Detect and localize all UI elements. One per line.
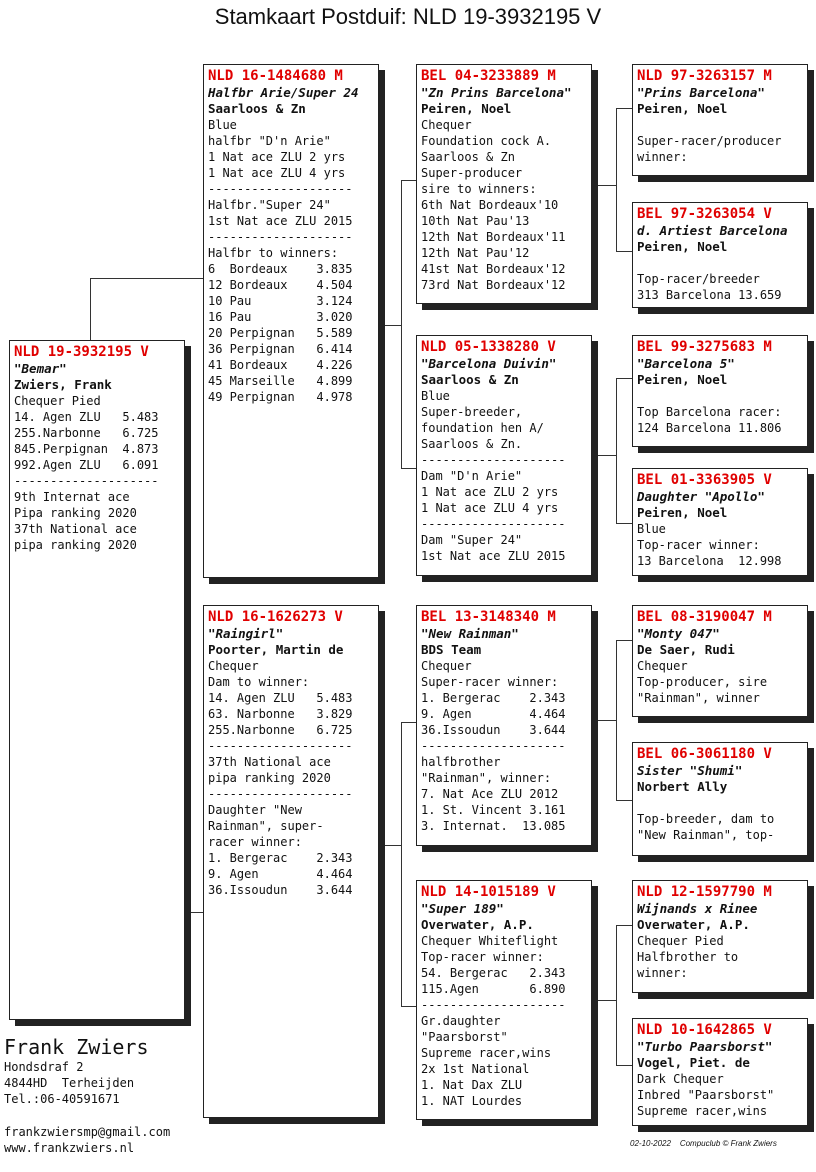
detail-line: 14. Agen ZLU 5.483: [14, 410, 159, 424]
pigeon-card-dam: [203, 605, 379, 1118]
detail-line: Halfbrother to: [637, 950, 739, 964]
detail-line: 1st Nat ace ZLU 2015: [421, 549, 566, 563]
detail-line: 63. Narbonne 3.829: [208, 707, 353, 721]
connector-line: [598, 455, 616, 456]
ring-number: NLD 16-1626273 V: [208, 609, 343, 625]
pigeon-name: "Zn Prins Barcelona": [421, 85, 572, 100]
detail-line: 10 Pau 3.124: [208, 294, 353, 308]
detail-line: winner:: [637, 966, 688, 980]
detail-line: Top-racer winner:: [637, 538, 760, 552]
detail-line: Blue: [637, 522, 666, 536]
pigeon-owner: Zwiers, Frank: [14, 377, 112, 392]
detail-line: Top-breeder, dam to: [637, 812, 775, 826]
detail-line: Foundation cock A.: [421, 134, 552, 148]
ring-number: BEL 01-3363905 V: [637, 472, 772, 488]
detail-line: Dam to winner:: [208, 675, 310, 689]
ring-number: NLD 10-1642865 V: [637, 1022, 772, 1038]
pigeon-owner: Peiren, Noel: [637, 505, 728, 520]
breeder-contact: [4, 1124, 170, 1156]
pigeon-owner: Norbert Ally: [637, 779, 728, 794]
pigeon-card-sire-sire: [416, 64, 592, 304]
pigeon-owner: BDS Team: [421, 642, 482, 657]
detail-line: Chequer Whiteflight: [421, 934, 559, 948]
detail-line: --------------------: [421, 998, 566, 1012]
detail-line: pipa ranking 2020: [208, 771, 331, 785]
pigeon-name: "New Rainman": [421, 626, 519, 641]
detail-line: "Rainman", winner:: [421, 771, 552, 785]
detail-line: [637, 255, 804, 271]
detail-line: Chequer Pied: [14, 394, 101, 408]
connector-line: [616, 640, 617, 800]
detail-line: Blue: [421, 389, 450, 403]
detail-line: 992.Agen ZLU 6.091: [14, 458, 159, 472]
detail-line: foundation hen A/: [421, 421, 544, 435]
pigeon-owner: Peiren, Noel: [637, 239, 728, 254]
pigeon-name: Halfbr Arie/Super 24: [208, 85, 359, 100]
connector-line: [616, 378, 617, 523]
connector-line: [401, 180, 402, 468]
pigeon-name: "Barcelona Duivin": [421, 356, 557, 371]
detail-line: Rainman", super-: [208, 819, 324, 833]
pigeon-details: [637, 795, 804, 843]
detail-line: --------------------: [208, 787, 353, 801]
connector-line: [384, 845, 401, 846]
connector-line: [616, 378, 632, 379]
detail-line: --------------------: [14, 474, 159, 488]
detail-line: --------------------: [208, 739, 353, 753]
detail-line: Saarloos & Zn.: [421, 437, 523, 451]
detail-line: Dark Chequer: [637, 1072, 724, 1086]
address-line: 4844HD Terheijden: [4, 1076, 135, 1090]
detail-line: Super-breeder,: [421, 405, 523, 419]
ring-number: NLD 97-3263157 M: [637, 68, 772, 84]
pigeon-owner: Peiren, Noel: [637, 101, 728, 116]
detail-line: Halfbr."Super 24": [208, 198, 331, 212]
detail-line: 16 Pau 3.020: [208, 310, 353, 324]
detail-line: --------------------: [208, 230, 353, 244]
detail-line: Gr.daughter: [421, 1014, 501, 1028]
pigeon-details: [421, 117, 588, 293]
pigeon-card-dam-sire: [416, 605, 592, 846]
connector-line: [401, 180, 416, 181]
detail-line: Pipa ranking 2020: [14, 506, 137, 520]
credit-text: Compuclub © Frank Zwiers: [679, 1139, 777, 1148]
detail-line: Chequer: [208, 659, 259, 673]
ring-number: NLD 16-1484680 M: [208, 68, 343, 84]
pigeon-card-dss: [632, 605, 808, 717]
pigeon-details: [421, 388, 588, 564]
detail-line: 49 Perpignan 4.978: [208, 390, 353, 404]
pigeon-name: "Barcelona 5": [637, 356, 735, 371]
pigeon-card-sire: [203, 64, 379, 578]
detail-line: Top Barcelona racer:: [637, 405, 782, 419]
connector-line: [90, 278, 91, 340]
pigeon-card-sdd: [632, 468, 808, 576]
connector-line: [616, 108, 617, 251]
ring-number: NLD 14-1015189 V: [421, 884, 556, 900]
connector-line: [598, 720, 616, 721]
connector-line: [384, 325, 401, 326]
connector-line: [401, 468, 416, 469]
detail-line: 45 Marseille 4.899: [208, 374, 353, 388]
connector-line: [616, 640, 632, 641]
detail-line: winner:: [637, 150, 688, 164]
detail-line: 36.Issoudun 3.644: [421, 723, 566, 737]
detail-line: 1 Nat ace ZLU 4 yrs: [421, 501, 559, 515]
detail-line: 41 Bordeaux 4.226: [208, 358, 353, 372]
detail-line: halfbr "D'n Arie": [208, 134, 331, 148]
connector-line: [401, 722, 402, 1006]
pigeon-card-sds: [632, 335, 808, 447]
detail-line: 3. Internat. 13.085: [421, 819, 566, 833]
pigeon-name: "Prins Barcelona": [637, 85, 765, 100]
detail-line: Super-racer/producer: [637, 134, 782, 148]
ring-number: NLD 19-3932195 V: [14, 344, 149, 360]
detail-line: 13 Barcelona 12.998: [637, 554, 782, 568]
detail-line: 10th Nat Pau'13: [421, 214, 530, 228]
detail-line: racer winner:: [208, 835, 302, 849]
detail-line: Blue: [208, 118, 237, 132]
connector-line: [616, 108, 632, 109]
detail-line: Inbred "Paarsborst": [637, 1088, 775, 1102]
detail-line: 1. Bergerac 2.343: [208, 851, 353, 865]
detail-line: "Paarsborst": [421, 1030, 508, 1044]
detail-line: 73rd Nat Bordeaux'12: [421, 278, 566, 292]
detail-line: 9. Agen 4.464: [421, 707, 566, 721]
detail-line: halfbrother: [421, 755, 501, 769]
detail-line: 1. St. Vincent 3.161: [421, 803, 566, 817]
detail-line: 255.Narbonne 6.725: [208, 723, 353, 737]
detail-line: Dam "Super 24": [421, 533, 523, 547]
detail-line: [637, 117, 804, 133]
detail-line: 1st Nat ace ZLU 2015: [208, 214, 353, 228]
breeder-name: Frank Zwiers: [4, 1035, 149, 1059]
detail-line: Chequer: [637, 659, 688, 673]
detail-line: 6th Nat Bordeaux'10: [421, 198, 559, 212]
pigeon-details: [208, 117, 375, 405]
connector-line: [90, 278, 204, 279]
detail-line: pipa ranking 2020: [14, 538, 137, 552]
detail-line: 12 Bordeaux 4.504: [208, 278, 353, 292]
pigeon-details: [637, 117, 804, 165]
detail-line: Super-racer winner:: [421, 675, 559, 689]
pigeon-owner: Vogel, Piet. de: [637, 1055, 750, 1070]
detail-line: Daughter "New: [208, 803, 302, 817]
detail-line: --------------------: [421, 739, 566, 753]
pigeon-details: [208, 658, 375, 898]
detail-line: 1. NAT Lourdes: [421, 1094, 523, 1108]
connector-line: [598, 185, 616, 186]
detail-line: 41st Nat Bordeaux'12: [421, 262, 566, 276]
detail-line: 115.Agen 6.890: [421, 982, 566, 996]
detail-line: [637, 795, 804, 811]
detail-line: Supreme racer,wins: [421, 1046, 552, 1060]
breeder-address: [4, 1059, 134, 1107]
detail-line: 12th Nat Bordeaux'11: [421, 230, 566, 244]
pigeon-name: Wijnands x Rinee: [637, 901, 758, 916]
pigeon-name: "Raingirl": [208, 626, 284, 641]
detail-line: [637, 388, 804, 404]
pigeon-card-dds: [632, 880, 808, 993]
detail-line: 1 Nat ace ZLU 2 yrs: [208, 150, 346, 164]
detail-line: 1 Nat ace ZLU 4 yrs: [208, 166, 346, 180]
connector-line: [616, 925, 632, 926]
pigeon-details: [421, 933, 588, 1109]
connector-line: [401, 722, 416, 723]
ring-number: BEL 06-3061180 V: [637, 746, 772, 762]
detail-line: 6 Bordeaux 3.835: [208, 262, 353, 276]
detail-line: Halfbr to winners:: [208, 246, 339, 260]
pigeon-name: "Monty 047": [637, 626, 720, 641]
detail-line: 9th Internat ace: [14, 490, 130, 504]
ring-number: BEL 04-3233889 M: [421, 68, 556, 84]
pigeon-details: [14, 393, 181, 553]
website-link[interactable]: www.frankzwiers.nl: [4, 1141, 135, 1155]
detail-line: Saarloos & Zn: [421, 150, 515, 164]
detail-line: --------------------: [208, 182, 353, 196]
detail-line: 124 Barcelona 11.806: [637, 421, 782, 435]
detail-line: 1. Bergerac 2.343: [421, 691, 566, 705]
detail-line: 54. Bergerac 2.343: [421, 966, 566, 980]
ring-number: NLD 05-1338280 V: [421, 339, 556, 355]
detail-line: Chequer: [421, 659, 472, 673]
pigeon-details: [637, 521, 804, 569]
ring-number: BEL 99-3275683 M: [637, 339, 772, 355]
detail-line: Chequer: [421, 118, 472, 132]
detail-line: Supreme racer,wins: [637, 1104, 768, 1118]
pigeon-details: [637, 933, 804, 981]
pigeon-owner: Saarloos & Zn: [208, 101, 306, 116]
detail-line: 36 Perpignan 6.414: [208, 342, 353, 356]
detail-line: "New Rainman", top-: [637, 828, 775, 842]
detail-line: Super-producer: [421, 166, 523, 180]
pigeon-owner: Overwater, A.P.: [421, 917, 534, 932]
pigeon-details: [637, 658, 804, 706]
detail-line: 12th Nat Pau'12: [421, 246, 530, 260]
detail-line: 37th National ace: [14, 522, 137, 536]
pigeon-name: d. Artiest Barcelona: [637, 223, 788, 238]
pigeon-details: [637, 1071, 804, 1119]
detail-line: Top-racer/breeder: [637, 272, 760, 286]
pigeon-card-dam-dam: [416, 880, 592, 1120]
footer: [630, 1139, 777, 1148]
connector-line: [616, 251, 632, 252]
detail-line: 1. Nat Dax ZLU: [421, 1078, 523, 1092]
pigeon-owner: Overwater, A.P.: [637, 917, 750, 932]
detail-line: Dam "D'n Arie": [421, 469, 523, 483]
pigeon-owner: Poorter, Martin de: [208, 642, 344, 657]
detail-line: --------------------: [421, 517, 566, 531]
print-date: 02-10-2022: [630, 1139, 671, 1148]
pigeon-name: "Super 189": [421, 901, 504, 916]
detail-line: Top-producer, sire: [637, 675, 768, 689]
detail-line: "Rainman", winner: [637, 691, 760, 705]
pigeon-owner: Saarloos & Zn: [421, 372, 519, 387]
pigeon-details: [421, 658, 588, 834]
pigeon-card-dsd: [632, 742, 808, 856]
detail-line: 36.Issoudun 3.644: [208, 883, 353, 897]
pigeon-owner: Peiren, Noel: [421, 101, 512, 116]
pigeon-card-sss: [632, 64, 808, 176]
page-title: Stamkaart Postduif: NLD 19-3932195 V: [214, 4, 602, 29]
pigeon-name: "Turbo Paarsborst": [637, 1039, 773, 1054]
pigeon-details: [637, 388, 804, 436]
ring-number: NLD 12-1597790 M: [637, 884, 772, 900]
pigeon-owner: Peiren, Noel: [637, 372, 728, 387]
pigeon-card-ddd: [632, 1018, 808, 1126]
pigeon-owner: De Saer, Rudi: [637, 642, 735, 657]
detail-line: 20 Perpignan 5.589: [208, 326, 353, 340]
pigeon-name: Daughter "Apollo": [637, 489, 765, 504]
detail-line: 313 Barcelona 13.659: [637, 288, 782, 302]
connector-line: [598, 1000, 616, 1001]
pigeon-card-subject: [9, 340, 185, 1020]
detail-line: 2x 1st National: [421, 1062, 530, 1076]
connector-line: [401, 1006, 416, 1007]
connector-line: [616, 523, 632, 524]
ring-number: BEL 08-3190047 M: [637, 609, 772, 625]
ring-number: BEL 13-3148340 M: [421, 609, 556, 625]
detail-line: 845.Perpignan 4.873: [14, 442, 159, 456]
pigeon-card-ssd: [632, 202, 808, 308]
detail-line: 14. Agen ZLU 5.483: [208, 691, 353, 705]
email-link[interactable]: frankzwiersmp@gmail.com: [4, 1125, 171, 1139]
detail-line: 255.Narbonne 6.725: [14, 426, 159, 440]
pigeon-name: "Bemar": [14, 361, 67, 376]
detail-line: sire to winners:: [421, 182, 537, 196]
connector-line: [616, 1065, 632, 1066]
pigeon-card-sire-dam: [416, 335, 592, 576]
detail-line: 37th National ace: [208, 755, 331, 769]
detail-line: --------------------: [421, 453, 566, 467]
pigeon-details: [637, 255, 804, 303]
detail-line: 9. Agen 4.464: [208, 867, 353, 881]
detail-line: Chequer Pied: [637, 934, 724, 948]
detail-line: 1 Nat ace ZLU 2 yrs: [421, 485, 559, 499]
address-line: Hondsdraf 2: [4, 1060, 84, 1074]
detail-line: Top-racer winner:: [421, 950, 544, 964]
pigeon-name: Sister "Shumi": [637, 763, 743, 778]
ring-number: BEL 97-3263054 V: [637, 206, 772, 222]
detail-line: 7. Nat Ace ZLU 2012: [421, 787, 559, 801]
connector-line: [616, 800, 632, 801]
address-line: Tel.:06-40591671: [4, 1092, 120, 1106]
connector-line: [616, 925, 617, 1065]
